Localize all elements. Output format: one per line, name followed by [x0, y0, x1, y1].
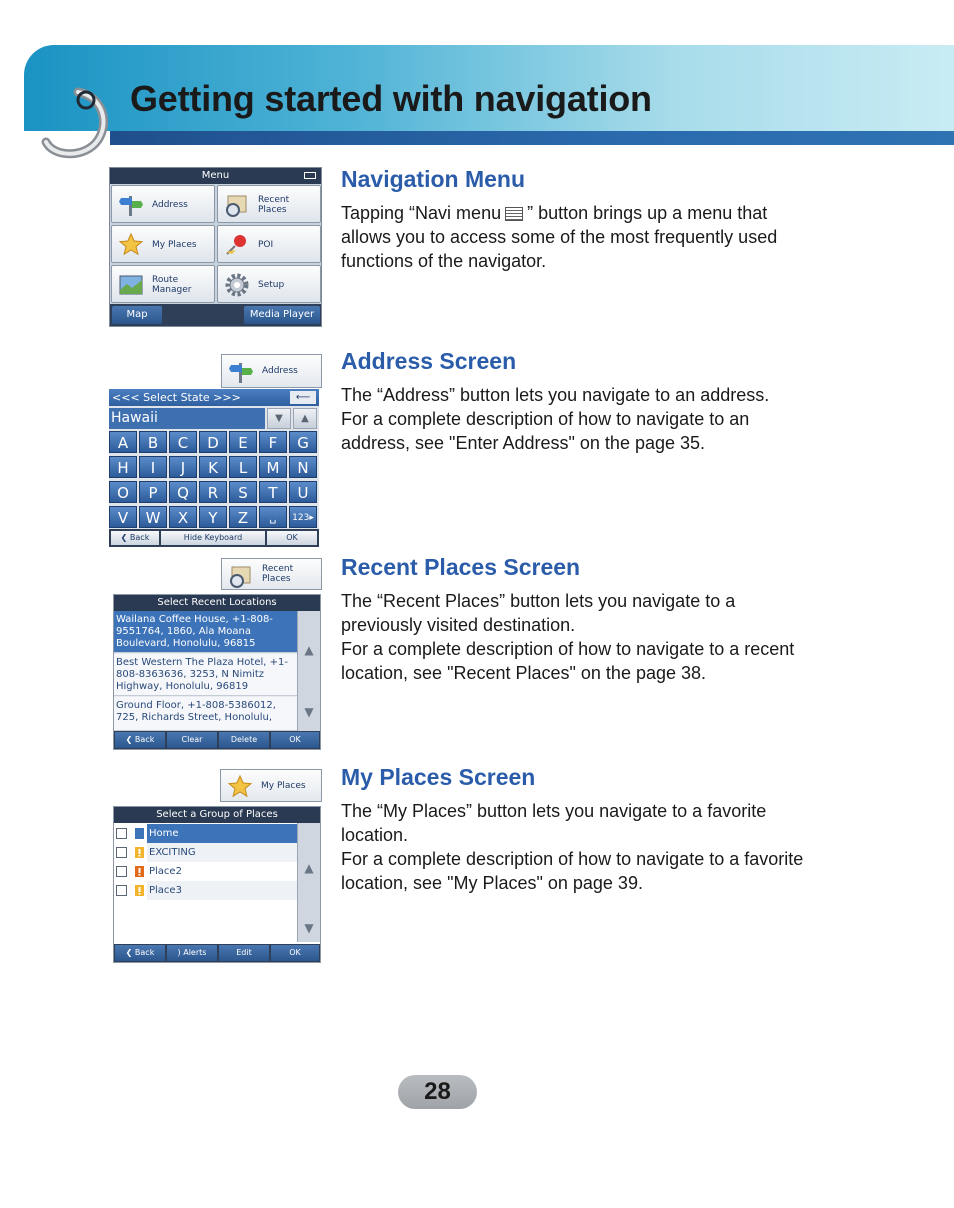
place-group-item[interactable]	[114, 862, 297, 881]
state-field[interactable]: Hawaii	[109, 408, 265, 429]
places-title: Select a Group of Places	[114, 807, 320, 823]
header-underline	[110, 131, 954, 145]
section-title-my-places: My Places Screen	[341, 764, 536, 790]
key-b[interactable]: B	[139, 431, 167, 453]
key-o[interactable]: O	[109, 481, 137, 503]
gear-icon	[224, 272, 250, 298]
back-arrow-icon: ❮	[120, 533, 130, 542]
recent-footer	[114, 731, 320, 749]
myplaces-thumb-label: My Places	[261, 780, 306, 791]
ok-button[interactable]: OK	[271, 732, 319, 748]
key-i[interactable]: I	[139, 456, 167, 478]
place-group-item[interactable]	[114, 881, 297, 900]
star-icon	[118, 232, 144, 258]
binder-ring-icon	[40, 82, 110, 160]
key-e[interactable]: E	[229, 431, 257, 453]
signpost-icon	[228, 359, 254, 385]
section-body-navigation-menu	[341, 201, 821, 273]
recent-places-screen	[113, 594, 321, 750]
recent-body-1: The “Recent Places” button lets you navigate to a previously visited destination.	[341, 591, 736, 635]
section-body-address	[341, 383, 821, 455]
recent-title: Select Recent Locations	[114, 595, 320, 611]
page-number: 28	[398, 1075, 477, 1109]
menu-setup-label: Setup	[258, 280, 285, 290]
menu-recent-label: Recent Places	[258, 195, 290, 215]
address-body-2: For a complete description of how to navigate to an address, see "Enter Address" on the page 35.	[341, 409, 750, 453]
alert-yellow-icon	[135, 885, 144, 896]
back-label: Back	[134, 948, 155, 957]
checkbox[interactable]	[116, 847, 127, 858]
nav-body-start: Tapping “Navi menu	[341, 203, 502, 223]
checkbox[interactable]	[116, 828, 127, 839]
star-icon	[227, 774, 253, 800]
signpost-icon	[118, 192, 144, 218]
back-button[interactable]	[115, 732, 165, 748]
delete-button[interactable]: Delete	[219, 732, 269, 748]
recent-item[interactable]: Best Western The Plaza Hotel, +1-808-8363636, 3253, N Nimitz Highway, Honolulu, 96819	[114, 654, 297, 696]
menu-recent-button[interactable]	[217, 185, 321, 223]
key-z[interactable]: Z	[229, 506, 257, 528]
address-footer	[109, 529, 319, 547]
key-a[interactable]: A	[109, 431, 137, 453]
key-v[interactable]: V	[109, 506, 137, 528]
place-group-label: Place3	[147, 881, 297, 900]
key-r[interactable]: R	[199, 481, 227, 503]
recent-thumb-button[interactable]	[221, 558, 322, 590]
recent-item[interactable]: Wailana Coffee House, +1-808-9551764, 1860, Ala Moana Boulevard, Honolulu, 96815	[114, 611, 297, 653]
navi-menu-icon	[505, 207, 523, 221]
menu-route-manager-button[interactable]	[111, 265, 215, 303]
battery-icon	[304, 172, 316, 179]
ok-button[interactable]: OK	[267, 531, 317, 545]
recent-scrollbar[interactable]	[297, 611, 320, 731]
ok-button[interactable]: OK	[271, 945, 319, 961]
place-group-label: EXCITING	[147, 843, 297, 862]
scroll-up-button[interactable]: ▲	[293, 408, 317, 429]
checkbox[interactable]	[116, 866, 127, 877]
scroll-down-icon[interactable]: ▼	[304, 921, 314, 935]
menu-footer	[110, 304, 321, 326]
key-p[interactable]: P	[139, 481, 167, 503]
address-thumb-button[interactable]	[221, 354, 322, 388]
alerts-icon: )	[177, 948, 184, 957]
menu-poi-label: POI	[258, 240, 274, 250]
places-body-2: For a complete description of how to navigate to a favorite location, see "My Places" on page 39.	[341, 849, 804, 893]
places-body-1: The “My Places” button lets you navigate to a favorite location.	[341, 801, 767, 845]
menu-screen	[109, 167, 322, 327]
recent-places-icon	[224, 192, 250, 218]
back-label: Back	[129, 533, 150, 542]
state-selector[interactable]	[109, 389, 319, 406]
key-numbers[interactable]: 123▸	[289, 506, 317, 528]
key-m[interactable]: M	[259, 456, 287, 478]
key-g[interactable]: G	[289, 431, 317, 453]
clear-button[interactable]: Clear	[167, 732, 217, 748]
key-h[interactable]: H	[109, 456, 137, 478]
alert-yellow-icon	[135, 847, 144, 858]
section-body-my-places	[341, 799, 821, 895]
alerts-label: Alerts	[183, 948, 207, 957]
menu-address-label: Address	[152, 200, 188, 210]
key-j[interactable]: J	[169, 456, 197, 478]
address-screen	[109, 389, 319, 547]
key-space[interactable]: ␣	[259, 506, 287, 528]
recent-thumb-label: Recent Places	[262, 564, 294, 584]
key-q[interactable]: Q	[169, 481, 197, 503]
place-group-label: Home	[147, 824, 297, 843]
pushpin-icon	[224, 232, 250, 258]
scroll-down-button[interactable]: ▼	[267, 408, 291, 429]
section-body-recent	[341, 589, 821, 685]
scroll-down-icon[interactable]: ▼	[304, 705, 314, 719]
key-t[interactable]: T	[259, 481, 287, 503]
key-l[interactable]: L	[229, 456, 257, 478]
key-w[interactable]: W	[139, 506, 167, 528]
place-group-label: Place2	[149, 866, 182, 877]
key-k[interactable]: K	[199, 456, 227, 478]
back-arrow-icon: ❮	[125, 735, 135, 744]
my-places-screen	[113, 806, 321, 963]
state-selector-label: <<< Select State >>>	[112, 391, 241, 404]
scroll-up-icon[interactable]: ▲	[304, 861, 314, 875]
key-s[interactable]: S	[229, 481, 257, 503]
backspace-icon[interactable]: ⟵	[290, 391, 316, 404]
alert-orange-icon	[135, 866, 144, 877]
places-footer	[114, 944, 320, 962]
recent-item[interactable]: Ground Floor, +1-808-5386012, 725, Richards Street, Honolulu,	[114, 697, 297, 731]
checkbox[interactable]	[116, 885, 127, 896]
key-n[interactable]: N	[289, 456, 317, 478]
key-u[interactable]: U	[289, 481, 317, 503]
page-title: Getting started with navigation	[130, 78, 652, 119]
menu-myplaces-button[interactable]	[111, 225, 215, 263]
section-title-address: Address Screen	[341, 348, 517, 374]
hide-keyboard-button[interactable]: Hide Keyboard	[161, 531, 265, 545]
recent-places-icon	[228, 563, 254, 589]
back-arrow-icon: ❮	[125, 948, 135, 957]
address-body-1: The “Address” button lets you navigate to an address.	[341, 385, 770, 405]
menu-address-button[interactable]	[111, 185, 215, 223]
scroll-up-icon[interactable]: ▲	[304, 643, 314, 657]
back-label: Back	[134, 735, 155, 744]
place-group-item[interactable]	[114, 843, 297, 862]
key-d[interactable]: D	[199, 431, 227, 453]
myplaces-thumb-button[interactable]	[220, 769, 322, 802]
menu-poi-button[interactable]	[217, 225, 321, 263]
media-player-button[interactable]: Media Player	[244, 306, 320, 324]
menu-title: Menu	[110, 168, 321, 184]
key-f[interactable]: F	[259, 431, 287, 453]
alerts-button[interactable]	[167, 945, 217, 961]
section-title-navigation-menu: Navigation Menu	[341, 166, 526, 192]
key-x[interactable]: X	[169, 506, 197, 528]
route-map-icon	[118, 272, 144, 298]
recent-body-2: For a complete description of how to navigate to a recent location, see "Recent Places" on the page 38.	[341, 639, 795, 683]
key-c[interactable]: C	[169, 431, 197, 453]
map-button[interactable]: Map	[112, 306, 162, 324]
edit-button[interactable]: Edit	[219, 945, 269, 961]
menu-route-manager-label: Route Manager	[152, 275, 192, 295]
home-color-icon	[135, 828, 144, 839]
back-button[interactable]	[115, 945, 165, 961]
nav-body-end: ” button brings up a menu that allows you to access some of the most frequently used functions of the navigator.	[341, 203, 778, 271]
back-button[interactable]	[111, 531, 159, 545]
places-scrollbar[interactable]	[297, 823, 320, 942]
menu-myplaces-label: My Places	[152, 240, 197, 250]
place-group-item[interactable]	[114, 824, 297, 843]
section-title-recent: Recent Places Screen	[341, 554, 581, 580]
key-y[interactable]: Y	[199, 506, 227, 528]
address-thumb-label: Address	[262, 366, 298, 376]
menu-setup-button[interactable]	[217, 265, 321, 303]
